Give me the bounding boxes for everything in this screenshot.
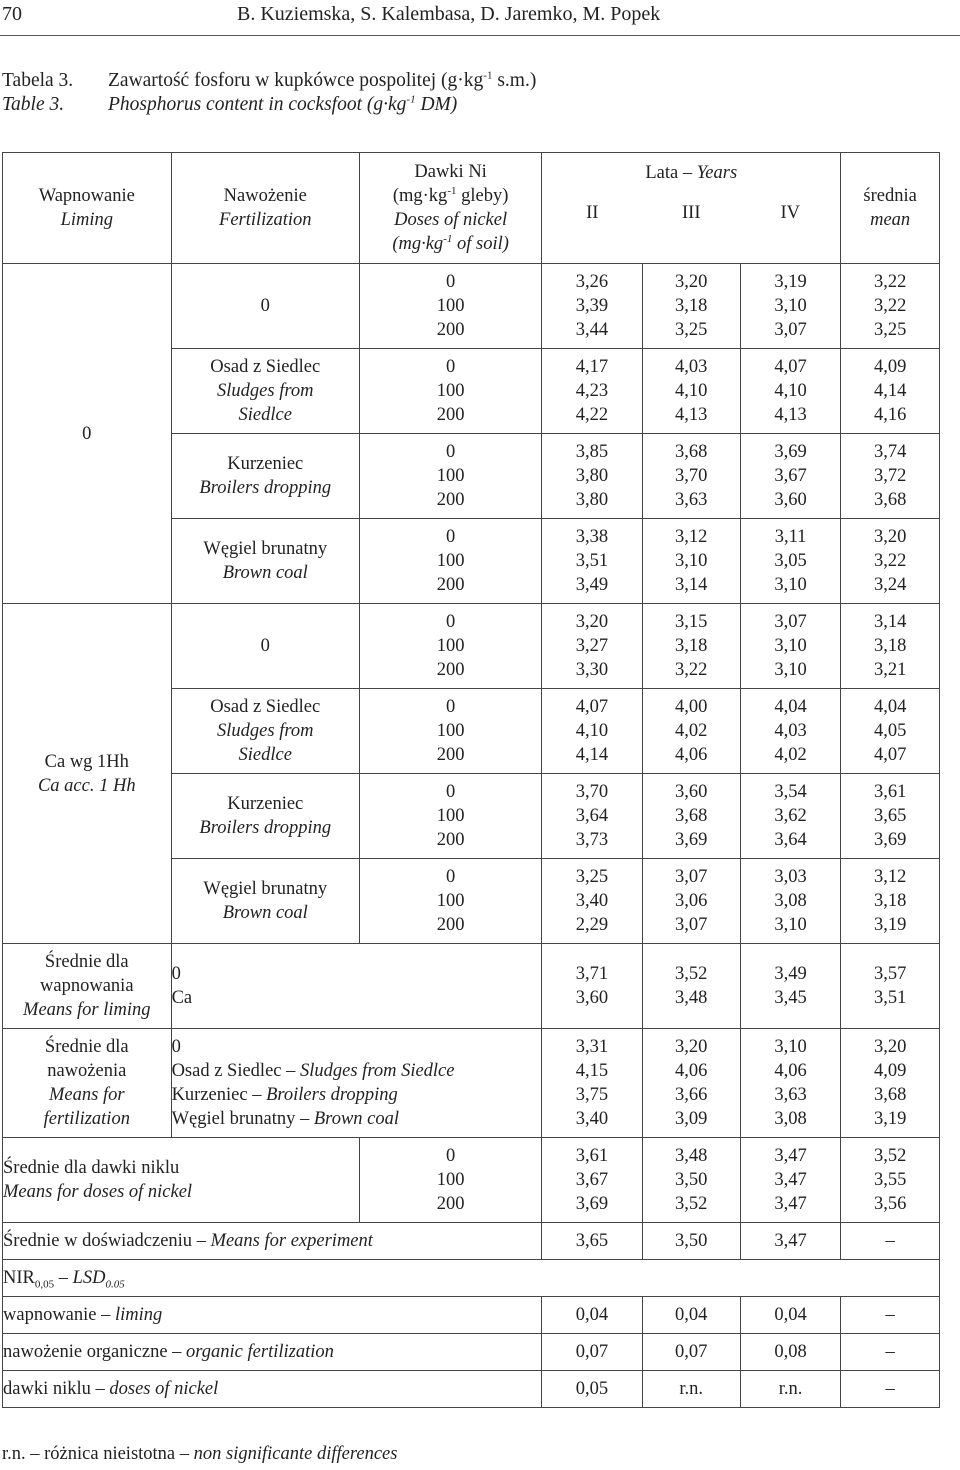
nickel-dose-cell: 0 100 200 bbox=[359, 349, 541, 434]
value-cell-ii: 3,26 3,39 3,44 bbox=[542, 264, 642, 349]
value-cell-mean: 3,22 3,22 3,25 bbox=[841, 264, 940, 349]
value-cell-mean: 3,74 3,72 3,68 bbox=[841, 434, 940, 519]
value-cell-mean: 3,57 3,51 bbox=[841, 944, 940, 1029]
value-cell-ii: 0,07 bbox=[542, 1334, 642, 1371]
table-row-lsd bbox=[3, 1334, 940, 1371]
value-cell-ii: 3,85 3,80 3,80 bbox=[542, 434, 642, 519]
nickel-dose-cell: 0 100 200 bbox=[359, 859, 541, 944]
table-row-means-experiment bbox=[3, 1223, 940, 1260]
header-year-ii: II bbox=[586, 203, 599, 223]
nickel-dose-cell: 0 100 200 bbox=[359, 1138, 541, 1223]
means-liming-label: Średnie dla wapnowania Means for liming bbox=[3, 944, 172, 1029]
nickel-dose-cell: 0 100 200 bbox=[359, 519, 541, 604]
value-cell-mean: 3,12 3,18 3,19 bbox=[841, 859, 940, 944]
page-number: 70 bbox=[2, 3, 22, 25]
means-nickel-label: Średnie dla dawki niklu Means for doses of nickel bbox=[3, 1138, 360, 1223]
table-row-means-fertilization bbox=[3, 1029, 940, 1138]
liming-zero: 0 bbox=[3, 264, 172, 604]
value-cell-ii: 0,05 bbox=[542, 1371, 642, 1408]
table-row-lsd bbox=[3, 1371, 940, 1408]
value-cell-iv: 3,03 3,08 3,10 bbox=[740, 859, 840, 944]
value-cell-mean: 4,09 4,14 4,16 bbox=[841, 349, 940, 434]
nickel-dose-cell: 0 100 200 bbox=[359, 774, 541, 859]
value-cell-mean: 4,04 4,05 4,07 bbox=[841, 689, 940, 774]
table-row-lsd-header bbox=[3, 1260, 940, 1297]
header-years bbox=[542, 153, 841, 264]
value-cell-iv: 0,04 bbox=[740, 1297, 840, 1334]
value-cell-ii: 3,61 3,67 3,69 bbox=[542, 1138, 642, 1223]
fertilization-wegiel: Węgiel brunatny Brown coal bbox=[171, 859, 359, 944]
value-cell-iv: 0,08 bbox=[740, 1334, 840, 1371]
value-cell-ii: 3,70 3,64 3,73 bbox=[542, 774, 642, 859]
value-cell-iii: 4,03 4,10 4,13 bbox=[642, 349, 740, 434]
value-cell-iii: 3,07 3,06 3,07 bbox=[642, 859, 740, 944]
header-fertilization: Nawożenie Fertilization bbox=[171, 153, 359, 264]
value-cell-ii: 4,17 4,23 4,22 bbox=[542, 349, 642, 434]
phosphorus-table bbox=[2, 152, 940, 1408]
value-cell-iv: 3,10 4,06 3,63 3,08 bbox=[740, 1029, 840, 1138]
footnote: r.n. – różnica nieistotna – non significante differences bbox=[2, 1444, 398, 1464]
header-years-label: Lata – Years bbox=[645, 163, 738, 183]
value-cell-iv: 3,49 3,45 bbox=[740, 944, 840, 1029]
fertilization-kurz: Kurzeniec Broilers dropping bbox=[171, 774, 359, 859]
value-cell-mean: 3,52 3,55 3,56 bbox=[841, 1138, 940, 1223]
value-cell-iii: 3,48 3,50 3,52 bbox=[642, 1138, 740, 1223]
value-cell-iv: 3,47 3,47 3,47 bbox=[740, 1138, 840, 1223]
value-cell-mean: 3,61 3,65 3,69 bbox=[841, 774, 940, 859]
table-row-lsd bbox=[3, 1297, 940, 1334]
value-cell-ii: 3,25 3,40 2,29 bbox=[542, 859, 642, 944]
lsd-row-label: wapnowanie – liming bbox=[3, 1297, 542, 1334]
header-nickel-doses: Dawki Ni ($mg\cdot kg^{-1}$ gleby) Doses of nickel ($mg\cdot kg^{-1}$ of soil) bbox=[359, 153, 541, 264]
value-cell-mean: – bbox=[841, 1371, 940, 1408]
value-cell-mean: 3,20 3,22 3,24 bbox=[841, 519, 940, 604]
value-cell-ii: 3,65 bbox=[542, 1223, 642, 1260]
value-cell-mean: 3,14 3,18 3,21 bbox=[841, 604, 940, 689]
running-authors: B. Kuziemska, S. Kalembasa, D. Jaremko, M. Popek bbox=[237, 3, 661, 25]
table-row bbox=[3, 264, 940, 349]
value-cell-mean: – bbox=[841, 1223, 940, 1260]
lsd-row-label: dawki niklu – doses of nickel bbox=[3, 1371, 542, 1408]
nickel-dose-cell: 0 100 200 bbox=[359, 604, 541, 689]
caption-pl-label: Tabela 3. bbox=[2, 70, 74, 91]
means-fertilization-label: Średnie dla nawożenia Means for fertilization bbox=[3, 1029, 172, 1138]
header-liming: Wapnowanie Liming bbox=[3, 153, 172, 264]
value-cell-ii: 0,04 bbox=[542, 1297, 642, 1334]
fertilization-wegiel: Węgiel brunatny Brown coal bbox=[171, 519, 359, 604]
header-year-iv: IV bbox=[780, 203, 801, 223]
value-cell-iv: 4,04 4,03 4,02 bbox=[740, 689, 840, 774]
liming-ca: Ca wg 1Hh Ca acc. 1 Hh bbox=[3, 604, 172, 944]
fertilization-kurz: Kurzeniec Broilers dropping bbox=[171, 434, 359, 519]
value-cell-iii: 3,50 bbox=[642, 1223, 740, 1260]
lsd-header: $NIR_{0,05} - LSD_{0.05}$ bbox=[3, 1260, 940, 1297]
value-cell-iii: 3,20 4,06 3,66 3,09 bbox=[642, 1029, 740, 1138]
value-cell-ii: 3,71 3,60 bbox=[542, 944, 642, 1029]
value-cell-ii: 3,20 3,27 3,30 bbox=[542, 604, 642, 689]
value-cell-iii: 3,60 3,68 3,69 bbox=[642, 774, 740, 859]
value-cell-ii: 3,38 3,51 3,49 bbox=[542, 519, 642, 604]
nickel-dose-cell: 0 100 200 bbox=[359, 434, 541, 519]
table-row-means-liming bbox=[3, 944, 940, 1029]
fertilization-zero: 0 bbox=[171, 264, 359, 349]
value-cell-ii: 3,31 4,15 3,75 3,40 bbox=[542, 1029, 642, 1138]
value-cell-iv: 3,54 3,62 3,64 bbox=[740, 774, 840, 859]
table-row bbox=[3, 604, 940, 689]
value-cell-iv: r.n. bbox=[740, 1371, 840, 1408]
nickel-dose-cell: 0 100 200 bbox=[359, 264, 541, 349]
value-cell-iii: 0,04 bbox=[642, 1297, 740, 1334]
header-rule bbox=[0, 35, 960, 36]
fertilization-osad: Osad z Siedlec Sludges from Siedlce bbox=[171, 689, 359, 774]
value-cell-iv: 3,11 3,05 3,10 bbox=[740, 519, 840, 604]
nickel-dose-cell: 0 100 200 bbox=[359, 689, 541, 774]
lsd-row-label: nawożenie organiczne – organic fertilization bbox=[3, 1334, 542, 1371]
value-cell-iii: r.n. bbox=[642, 1371, 740, 1408]
value-cell-iii: 3,12 3,10 3,14 bbox=[642, 519, 740, 604]
value-cell-iii: 4,00 4,02 4,06 bbox=[642, 689, 740, 774]
caption-en-text: Phosphorus content in cocksfoot ($g\cdot kg^{-1}$ DM) bbox=[108, 93, 458, 115]
table-row-means-nickel bbox=[3, 1138, 940, 1223]
value-cell-iv: 4,07 4,10 4,13 bbox=[740, 349, 840, 434]
value-cell-iii: 3,68 3,70 3,63 bbox=[642, 434, 740, 519]
value-cell-iii: 3,52 3,48 bbox=[642, 944, 740, 1029]
value-cell-iv: 3,47 bbox=[740, 1223, 840, 1260]
means-fertilization-levels: 0 Osad z Siedlec – Sludges from Siedlce Kurzeniec – Broilers dropping Węgiel brunatny – Brown coal bbox=[171, 1029, 542, 1138]
value-cell-iii: 3,20 3,18 3,25 bbox=[642, 264, 740, 349]
means-liming-levels: 0 Ca bbox=[171, 944, 542, 1029]
table-header-row bbox=[3, 153, 940, 264]
value-cell-iv: 3,69 3,67 3,60 bbox=[740, 434, 840, 519]
fertilization-osad: Osad z Siedlec Sludges from Siedlce bbox=[171, 349, 359, 434]
fertilization-zero: 0 bbox=[171, 604, 359, 689]
value-cell-iv: 3,07 3,10 3,10 bbox=[740, 604, 840, 689]
value-cell-mean: – bbox=[841, 1297, 940, 1334]
header-mean: średnia mean bbox=[841, 153, 940, 264]
value-cell-ii: 4,07 4,10 4,14 bbox=[542, 689, 642, 774]
value-cell-mean: 3,20 4,09 3,68 3,19 bbox=[841, 1029, 940, 1138]
value-cell-iii: 0,07 bbox=[642, 1334, 740, 1371]
caption-pl-text: Zawartość fosforu w kupkówce pospolitej ($g\cdot kg^{-1}$ s.m.) bbox=[108, 69, 537, 91]
value-cell-mean: – bbox=[841, 1334, 940, 1371]
header-year-iii: III bbox=[682, 203, 701, 223]
means-experiment-label: Średnie w doświadczeniu – Means for experiment bbox=[3, 1223, 542, 1260]
page-header bbox=[0, 0, 960, 34]
value-cell-iii: 3,15 3,18 3,22 bbox=[642, 604, 740, 689]
caption-en-label: Table 3. bbox=[2, 94, 65, 115]
value-cell-iv: 3,19 3,10 3,07 bbox=[740, 264, 840, 349]
